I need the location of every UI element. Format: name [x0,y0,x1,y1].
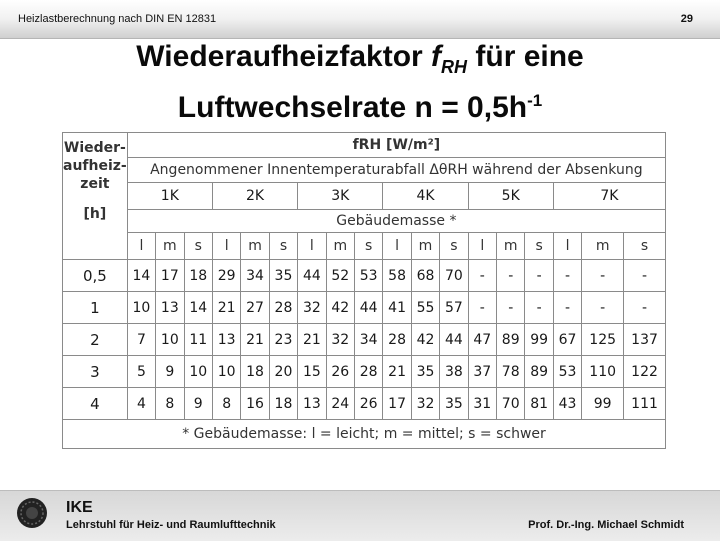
mass-label: s [269,233,297,260]
mass-label: s [525,233,553,260]
value-cell: 13 [156,292,184,324]
value-cell: 13 [298,388,326,420]
value-cell: - [582,292,624,324]
value-cell: - [624,292,666,324]
value-cell: - [468,292,496,324]
value-cell: 122 [624,356,666,388]
mass-label: l [127,233,155,260]
mass-label: l [383,233,411,260]
page-number: 29 [680,13,693,25]
institute-logo-icon [16,497,48,529]
value-cell: 57 [440,292,468,324]
value-cell: 35 [440,388,468,420]
value-cell: - [468,260,496,292]
temp-drop-header: 4K [383,183,468,210]
side-header [63,133,128,260]
value-cell: 21 [383,356,411,388]
temp-drop-header: 5K [468,183,553,210]
header-title: Heizlastberechnung nach DIN EN 12831 [18,13,217,25]
mass-label: m [497,233,525,260]
value-cell: 16 [241,388,269,420]
header-bar [0,0,720,39]
value-cell: 9 [156,356,184,388]
value-cell: 137 [624,324,666,356]
table-container [62,132,666,463]
title-exponent: -1 [527,91,543,110]
value-cell: - [624,260,666,292]
value-cell: 99 [525,324,553,356]
value-cell: 34 [241,260,269,292]
value-cell: 70 [440,260,468,292]
value-cell: 89 [497,324,525,356]
value-cell: 9 [184,388,212,420]
value-cell: 58 [383,260,411,292]
value-cell: - [497,260,525,292]
value-cell: 53 [553,356,581,388]
value-cell: 14 [184,292,212,324]
value-cell: 18 [269,388,297,420]
value-cell: 110 [582,356,624,388]
time-cell: 1 [63,292,128,324]
value-cell: 52 [326,260,354,292]
mass-label: m [582,233,624,260]
value-cell: - [525,260,553,292]
mass-label: m [411,233,439,260]
mass-header: Gebäudemasse * [127,210,665,233]
value-cell: - [553,292,581,324]
value-cell: 7 [127,324,155,356]
value-cell: 18 [241,356,269,388]
mass-label: l [553,233,581,260]
value-cell: 41 [383,292,411,324]
value-cell: 53 [354,260,382,292]
time-cell: 2 [63,324,128,356]
value-cell: 13 [212,324,240,356]
value-cell: 38 [440,356,468,388]
table-footnote: * Gebäudemasse: l = leicht; m = mittel; s = schwer [63,420,666,449]
table-row [63,292,666,324]
mass-label: s [184,233,212,260]
title-text-a: Wiederaufheizfaktor [136,40,432,73]
value-cell: 42 [411,324,439,356]
title-text-b: für eine [467,40,584,73]
value-cell: - [582,260,624,292]
value-cell: 37 [468,356,496,388]
value-cell: 14 [127,260,155,292]
value-cell: 21 [298,324,326,356]
title-line-1 [0,40,720,84]
value-cell: 35 [411,356,439,388]
title-f-subscript: RH [441,57,468,77]
value-cell: 32 [411,388,439,420]
value-cell: 67 [553,324,581,356]
title-line-2 [0,84,720,125]
side-header-unit: [h] [83,206,107,222]
mass-label: l [298,233,326,260]
value-cell: 125 [582,324,624,356]
table-subheader: Angenommener Innentemperaturabfall ΔθRH während der Absenkung [127,158,665,183]
value-cell: 11 [184,324,212,356]
value-cell: 10 [212,356,240,388]
value-cell: 15 [298,356,326,388]
value-cell: 81 [525,388,553,420]
value-cell: 23 [269,324,297,356]
value-cell: 18 [184,260,212,292]
value-cell: 47 [468,324,496,356]
value-cell: 17 [156,260,184,292]
value-cell: - [497,292,525,324]
value-cell: 4 [127,388,155,420]
table-row [63,388,666,420]
mass-label: s [624,233,666,260]
value-cell: 28 [383,324,411,356]
side-header-line: aufheiz- [63,158,127,174]
value-cell: 27 [241,292,269,324]
temp-drop-header: 1K [127,183,212,210]
heating-factor-table [62,132,666,449]
value-cell: - [525,292,553,324]
value-cell: 42 [326,292,354,324]
footer-org: IKE [66,499,93,516]
value-cell: 28 [269,292,297,324]
value-cell: 5 [127,356,155,388]
value-cell: 32 [298,292,326,324]
value-cell: 20 [269,356,297,388]
value-cell: 10 [184,356,212,388]
side-header-line: zeit [80,176,110,192]
mass-label: l [212,233,240,260]
value-cell: 29 [212,260,240,292]
value-cell: 44 [354,292,382,324]
value-cell: 10 [156,324,184,356]
value-cell: 10 [127,292,155,324]
footer [0,490,720,541]
value-cell: 70 [497,388,525,420]
value-cell: 31 [468,388,496,420]
table-row [63,356,666,388]
temp-drop-header: 7K [553,183,665,210]
mass-label: m [241,233,269,260]
time-cell: 0,5 [63,260,128,292]
side-header-line: Wieder- [63,140,126,156]
footer-chair: Lehrstuhl für Heiz- und Raumlufttechnik [66,519,276,531]
temp-drop-header: 2K [212,183,297,210]
value-cell: 8 [212,388,240,420]
table-main-header: fRH [W/m²] [127,133,665,158]
mass-label: l [468,233,496,260]
value-cell: 111 [624,388,666,420]
time-cell: 4 [63,388,128,420]
value-cell: 21 [241,324,269,356]
value-cell: 99 [582,388,624,420]
value-cell: 24 [326,388,354,420]
value-cell: 21 [212,292,240,324]
value-cell: - [553,260,581,292]
footer-author: Prof. Dr.-Ing. Michael Schmidt [528,519,684,531]
value-cell: 17 [383,388,411,420]
temp-drop-header: 3K [298,183,383,210]
value-cell: 34 [354,324,382,356]
value-cell: 35 [269,260,297,292]
mass-label: m [156,233,184,260]
mass-label: s [354,233,382,260]
value-cell: 32 [326,324,354,356]
table-row [63,260,666,292]
value-cell: 68 [411,260,439,292]
value-cell: 28 [354,356,382,388]
value-cell: 26 [326,356,354,388]
title-text-c: Luftwechselrate n = 0,5h [177,91,528,124]
mass-label: m [326,233,354,260]
time-cell: 3 [63,356,128,388]
table-row [63,324,666,356]
mass-label: s [440,233,468,260]
slide-title [0,40,720,125]
value-cell: 55 [411,292,439,324]
value-cell: 44 [298,260,326,292]
value-cell: 78 [497,356,525,388]
value-cell: 43 [553,388,581,420]
value-cell: 8 [156,388,184,420]
value-cell: 26 [354,388,382,420]
value-cell: 89 [525,356,553,388]
value-cell: 44 [440,324,468,356]
title-f-symbol: f [431,40,442,73]
